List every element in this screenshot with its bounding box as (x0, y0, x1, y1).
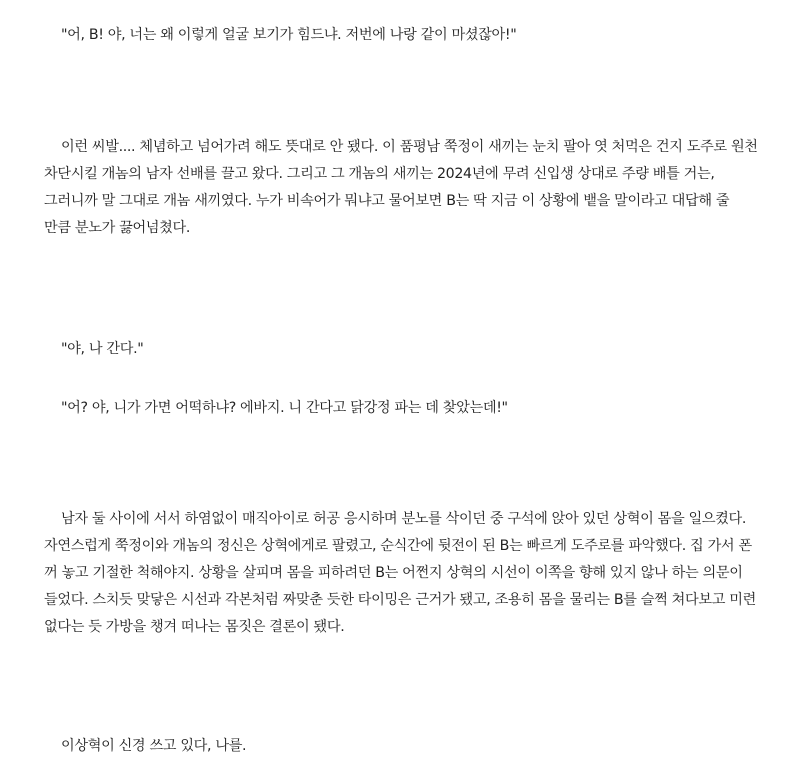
dialogue-paragraph: "어, B! 야, 너는 왜 이렇게 얼굴 보기가 힘드냐. 저번에 나랑 같이 마셨잖아!" (61, 27, 517, 43)
dialogue-paragraph: "야, 나 간다." (61, 341, 144, 357)
narration-paragraph: 이런 씨발.... 체념하고 넘어가려 해도 뜻대로 안 됐다. 이 품평남 쭉정이 새끼는 눈치 팔아 엿 처먹은 건지 도주로 원천 차단시킬 개놈의 남자 선배를 끌고 왔다. 그리고 그 개놈의 새끼는 2024년에 무려 신입생 상대로 주량 배틀 거는, 그러니까 말 그대로 개놈 새끼였다. 누가 비속어가 뭐냐고 물어보면 B는 딱 지금 이 상황에 뱉을 말이라고 대답해 줄 만큼 분노가 끓어넘쳤다. (44, 139, 758, 236)
narration-paragraph: 남자 둘 사이에 서서 하염없이 매직아이로 허공 응시하며 분노를 삭이던 중 구석에 앉아 있던 상혁이 몸을 일으켰다. 자연스럽게 쭉정이와 개놈의 정신은 상혁에게로 팔렸고, 순식간에 뒷전이 된 B는 빠르게 도주로를 파악했다. 집 가서 폰 꺼 놓고 기절한 척해야지. 상황을 살피며 몸을 피하려던 B는 어쩐지 상혁의 시선이 이쪽을 향해 있지 않나 하는 의문이 들었다. 스치듯 맞닿은 시선과 각본처럼 짜맞춘 듯한 타이밍은 근거가 됐고, 조용히 몸을 물리는 B를 슬쩍 쳐다보고 미련 없다는 듯 가방을 챙겨 떠나는 몸짓은 결론이 됐다. (44, 511, 756, 635)
closing-line: 이상혁이 신경 쓰고 있다, 나를. (61, 738, 247, 754)
dialogue-paragraph: "어? 야, 니가 가면 어떡하냐? 에바지. 니 간다고 닭강정 파는 데 찾았는데!" (61, 400, 508, 416)
